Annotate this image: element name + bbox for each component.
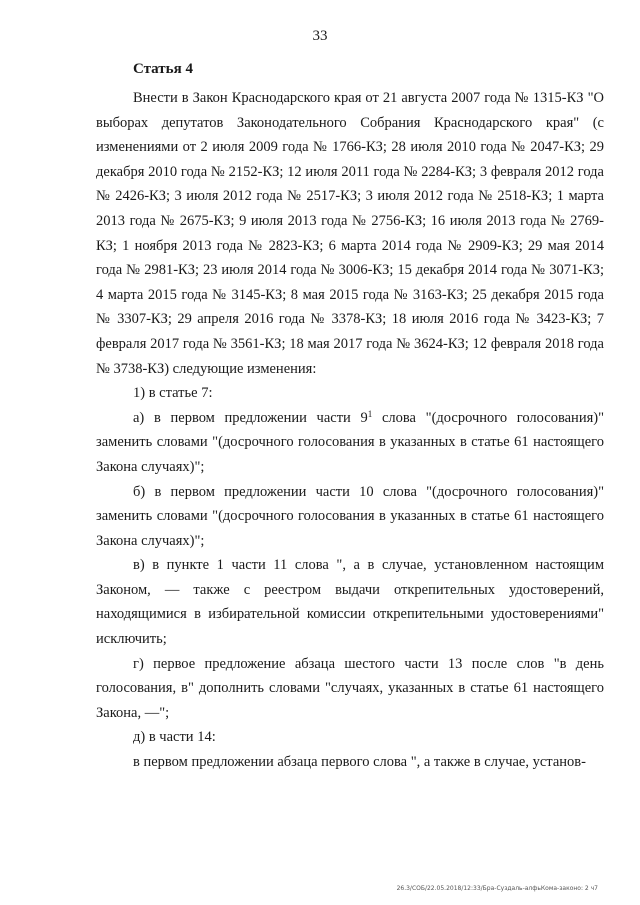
list-item-a bbox=[96, 406, 604, 480]
intro-paragraph: Внести в Закон Краснодарского края от 21 августа 2007 года № 1315-КЗ "О выборах депутатов Законодательного Собрания Краснодарского края" (с изменениями от 2 июля 2009 года № 1766-КЗ; 28 июля 2010 года № 2047-КЗ; 29 декабря 2010 года № 2152-КЗ; 12 июля 2011 года № 2284-КЗ; 3 февраля 2012 года № 2426-КЗ; 3 июля 2012 года № 2517-КЗ; 3 июля 2012 года № 2518-КЗ; 1 марта 2013 года № 2675-КЗ; 9 июля 2013 года № 2756-КЗ; 16 июля 2013 года № 2769-КЗ; 1 ноября 2013 года № 2823-КЗ; 6 марта 2014 года № 2909-КЗ; 29 мая 2014 года № 2981-КЗ; 23 июля 2014 года № 3006-КЗ; 15 декабря 2014 года № 3071-КЗ; 4 марта 2015 года № 3145-КЗ; 8 мая 2015 года № 3163-КЗ; 25 декабря 2015 года № 3307-КЗ; 29 апреля 2016 года № 3378-КЗ; 18 июля 2016 года № 3423-КЗ; 7 февраля 2017 года № 3561-КЗ; 18 мая 2017 года № 3624-КЗ; 12 февраля 2018 года № 3738-КЗ) следующие изменения: bbox=[96, 90, 604, 377]
list-item-a-text-start: а) в первом предложении части 9 bbox=[133, 409, 368, 426]
list-item-a-text-end: слова "(досрочного голосования)" заменить словами "(досрочного голосования в указанных в статье 61 настоящего Закона случаях)"; bbox=[96, 409, 604, 475]
footer-stamp: 26.3/СОБ/22.05.2018/12:33/Бра-Суздаль-алфьКома-законо: 2 ч7 bbox=[396, 885, 598, 892]
article-title: Статья 4 bbox=[133, 61, 193, 77]
list-item-v: в) в пункте 1 части 11 слова ", а в случае, установленном настоящим Законом, — также с реестром выдачи открепительных удостоверений, находящимися в избирательной комиссии открепительными удостоверениями" исключить; bbox=[96, 557, 604, 648]
list-item-d-subparagraph: в первом предложении абзаца первого слова ", а также в случае, установ- bbox=[133, 754, 586, 771]
list-item-1: 1) в статье 7: bbox=[133, 385, 213, 402]
page-number: 33 bbox=[312, 28, 328, 44]
list-item-g: г) первое предложение абзаца шестого части 13 после слов "в день голосования, в" дополнить словами "случаях, указанных в статье 61 настоящего Закона, —"; bbox=[96, 655, 604, 721]
document-body bbox=[96, 86, 604, 775]
superscript: 1 bbox=[367, 408, 373, 419]
list-item-d: д) в части 14: bbox=[133, 729, 216, 746]
list-item-b: б) в первом предложении части 10 слова "(досрочного голосования)" заменить словами "(досрочного голосования в указанных в статье 61 настоящего Закона случаях)"; bbox=[96, 483, 604, 549]
